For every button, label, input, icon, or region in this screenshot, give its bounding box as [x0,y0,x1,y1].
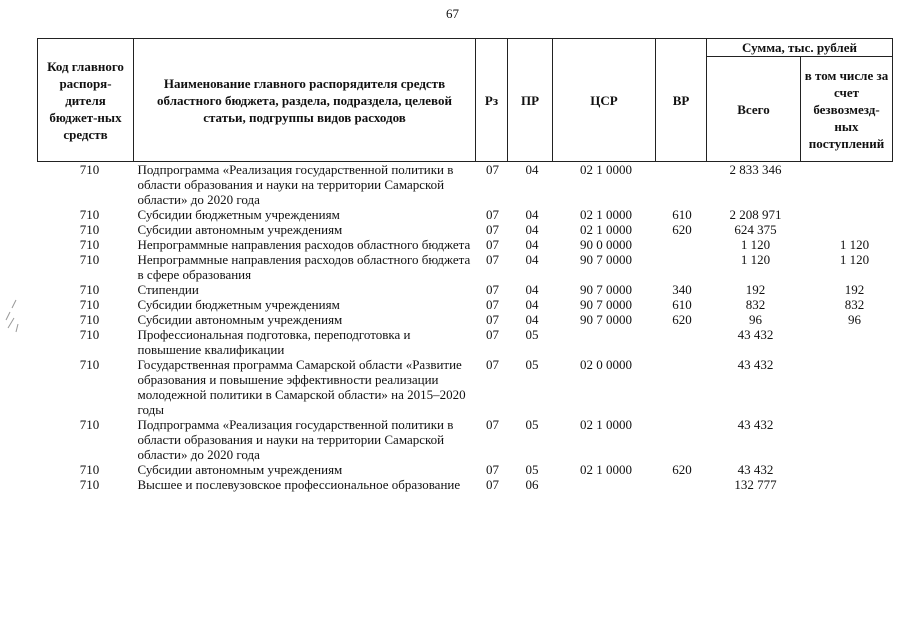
cell-rz: 07 [486,417,499,432]
cell-name: Субсидии автономным учреждениям [137,312,343,327]
cell-csr: 90 0 0000 [580,237,632,252]
cell-vr: 340 [672,282,692,297]
header-name: Наименование главного распорядителя средств областного бюджета, раздела, подраздела, целевой статьи, подгруппы видов расходов [134,39,476,162]
header-pr: ПР [508,39,553,162]
cell-rz: 07 [486,297,499,312]
table-row [38,477,893,492]
cell-incl: 1 120 [839,237,870,252]
table-row [38,282,893,297]
header-rz: Рз [476,39,508,162]
cell-csr [553,327,656,357]
cell-csr: 02 1 0000 [580,462,632,477]
cell-name: Государственная программа Самарской области «Развитие образования и повышение эффективности реализации молодежной политики в Самарской области» на 2015–2020 годы [137,357,466,417]
cell-csr: 02 0 0000 [580,357,632,372]
cell-code: 710 [79,297,100,312]
cell-rz: 07 [486,477,499,492]
cell-pr: 05 [525,357,539,372]
cell-csr: 02 1 0000 [580,162,632,177]
cell-pr: 04 [525,237,539,252]
cell-pr: 04 [525,252,539,267]
cell-pr: 04 [525,282,539,297]
cell-vr: 610 [672,297,692,312]
cell-code: 710 [79,312,100,327]
cell-name: Стипендии [137,282,199,297]
cell-incl: 96 [848,312,861,327]
cell-total: 43 432 [737,462,774,477]
cell-code: 710 [79,222,100,237]
cell-incl [801,207,893,222]
cell-pr: 04 [525,297,539,312]
cell-name: Субсидии автономным учреждениям [137,222,343,237]
cell-rz: 07 [486,162,499,177]
cell-rz: 07 [486,312,499,327]
cell-code: 710 [79,417,100,432]
cell-csr: 90 7 0000 [580,297,632,312]
scan-marks [2,298,24,338]
cell-code: 710 [79,282,100,297]
page-number: 67 [446,6,459,21]
cell-vr [656,417,707,462]
cell-total: 132 777 [734,477,777,492]
cell-name: Высшее и послевузовское профессиональное образование [137,477,461,492]
cell-code: 710 [79,357,100,372]
cell-incl [801,327,893,357]
cell-name: Субсидии бюджетным учреждениям [137,207,340,222]
cell-code: 710 [79,162,100,177]
cell-code: 710 [79,237,100,252]
cell-pr: 04 [525,162,539,177]
cell-total: 192 [745,282,766,297]
cell-rz: 07 [486,252,499,267]
cell-code: 710 [79,327,100,342]
cell-csr: 90 7 0000 [580,252,632,267]
header-sum: Сумма, тыс. рублей [707,39,893,57]
cell-total: 43 432 [737,327,774,342]
budget-table [37,38,893,492]
cell-csr [553,477,656,492]
cell-total: 96 [749,312,762,327]
cell-rz: 07 [486,207,499,222]
cell-vr [656,357,707,417]
cell-rz: 07 [486,462,499,477]
table-row [38,417,893,462]
cell-csr: 02 1 0000 [580,207,632,222]
table-row [38,162,893,208]
header-csr: ЦСР [553,39,656,162]
cell-total: 624 375 [734,222,777,237]
cell-vr: 610 [672,207,692,222]
header-code: Код главного распоря-дителя бюджет-ных средств [38,39,134,162]
cell-incl [801,162,893,208]
cell-incl [801,462,893,477]
cell-name: Субсидии бюджетным учреждениям [137,297,340,312]
cell-vr [656,477,707,492]
cell-vr: 620 [672,222,692,237]
cell-name: Непрограммные направления расходов областного бюджета [137,237,471,252]
table-row [38,297,893,312]
cell-rz: 07 [486,357,499,372]
table-row [38,462,893,477]
cell-vr: 620 [672,312,692,327]
cell-vr [656,252,707,282]
cell-rz: 07 [486,282,499,297]
cell-pr: 04 [525,312,539,327]
cell-incl [801,357,893,417]
table-row [38,252,893,282]
cell-rz: 07 [486,222,499,237]
cell-csr: 90 7 0000 [580,282,632,297]
cell-name: Подпрограмма «Реализация государственной политики в области образования и науки на территории Самарской области» до 2020 года [137,162,454,207]
table-row [38,357,893,417]
cell-total: 2 208 971 [729,207,782,222]
cell-pr: 04 [525,207,539,222]
cell-total: 2 833 346 [729,162,782,177]
table-row [38,312,893,327]
cell-total: 1 120 [740,252,771,267]
cell-rz: 07 [486,237,499,252]
cell-pr: 04 [525,222,539,237]
cell-incl [801,477,893,492]
cell-vr [656,237,707,252]
cell-pr: 06 [525,477,539,492]
cell-total: 1 120 [740,237,771,252]
cell-code: 710 [79,252,100,267]
header-vr: ВР [656,39,707,162]
cell-rz: 07 [486,327,499,342]
cell-vr [656,327,707,357]
cell-name: Субсидии автономным учреждениям [137,462,343,477]
cell-code: 710 [79,462,100,477]
cell-name: Профессиональная подготовка, переподготовка и повышение квалификации [137,327,411,357]
cell-incl [801,417,893,462]
cell-pr: 05 [525,462,539,477]
cell-vr [656,162,707,208]
cell-csr: 02 1 0000 [580,417,632,432]
cell-incl: 192 [844,282,865,297]
table-row [38,237,893,252]
cell-incl: 1 120 [839,252,870,267]
cell-vr: 620 [672,462,692,477]
cell-total: 43 432 [737,417,774,432]
header-total: Всего [707,57,801,162]
cell-code: 710 [79,477,100,492]
cell-pr: 05 [525,327,539,342]
cell-total: 43 432 [737,357,774,372]
table-row [38,327,893,357]
cell-name: Непрограммные направления расходов областного бюджета в сфере образования [137,252,471,282]
cell-total: 832 [745,297,766,312]
cell-csr: 90 7 0000 [580,312,632,327]
cell-name: Подпрограмма «Реализация государственной политики в области образования и науки на территории Самарской области» до 2020 года [137,417,454,462]
cell-incl [801,222,893,237]
table-row [38,207,893,222]
table-row [38,222,893,237]
cell-csr: 02 1 0000 [580,222,632,237]
cell-pr: 05 [525,417,539,432]
header-incl: в том числе за счет безвозмезд-ных поступлений [801,57,893,162]
cell-code: 710 [79,207,100,222]
cell-incl: 832 [844,297,865,312]
